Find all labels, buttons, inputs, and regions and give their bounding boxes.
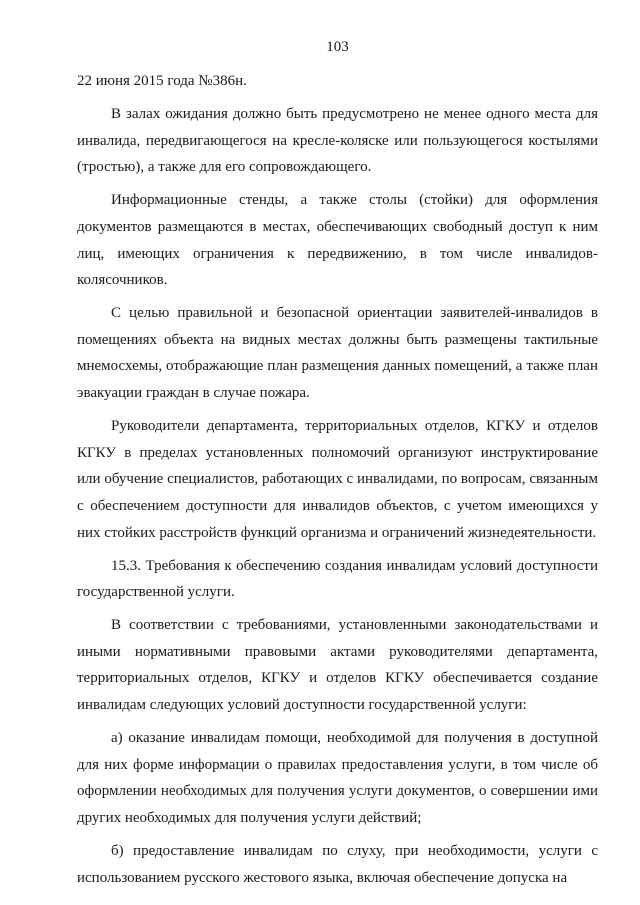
paragraph-order-reference: 22 июня 2015 года №386н. [77, 73, 247, 89]
paragraph-accessibility-conditions: В соответствии с требованиями, установленными законодательствами и иными нормативными правовыми актами руководителями департамента, территориальных отделов, КГКУ и отделов КГКУ обеспечивается создание инвалидам следующих условий доступности государственной услуги: [77, 617, 598, 714]
page-number: 103 [326, 39, 349, 55]
paragraph-waiting-rooms: В залах ожидания должно быть предусмотрено не менее одного места для инвалида, передвигающегося на кресле-коляске или пользующегося костылями (тростью), а также для его сопровождающего. [77, 106, 598, 176]
list-item-b: б) предоставление инвалидам по слуху, при необходимости, услуги с использованием русского жестового языка, включая обеспечение допуска на [77, 843, 598, 886]
paragraph-information-stands: Информационные стенды, а также столы (стойки) для оформления документов размещаются в местах, обеспечивающих свободный доступ к ним лиц, имеющих ограничения к передвижению, в том числе инвалидов-колясочников. [77, 192, 598, 289]
list-item-a: а) оказание инвалидам помощи, необходимой для получения в доступной для них форме информации о правилах предоставления услуги, в том числе об оформлении необходимых для получения услуги документов, о совершении ими других необходимых для получения услуги действий; [77, 730, 598, 826]
paragraph-tactile-schemes: С целью правильной и безопасной ориентации заявителей-инвалидов в помещениях объекта на видных местах должны быть размещены тактильные мнемосхемы, отображающие план размещения данных помещений, а также план эвакуации граждан в случае пожара. [77, 305, 598, 402]
paragraph-staff-training: Руководители департамента, территориальных отделов, КГКУ и отделов КГКУ в пределах установленных полномочий организуют инструктирование или обучение специалистов, работающих с инвалидами, по вопросам, связанным с обеспечением доступности для инвалидов объектов, с учетом имеющихся у них стойких расстройств функций организма и ограничений жизнедеятельности. [77, 418, 598, 541]
section-heading-15-3: 15.3. Требования к обеспечению создания инвалидам условий доступности государственной услуги. [77, 557, 598, 601]
